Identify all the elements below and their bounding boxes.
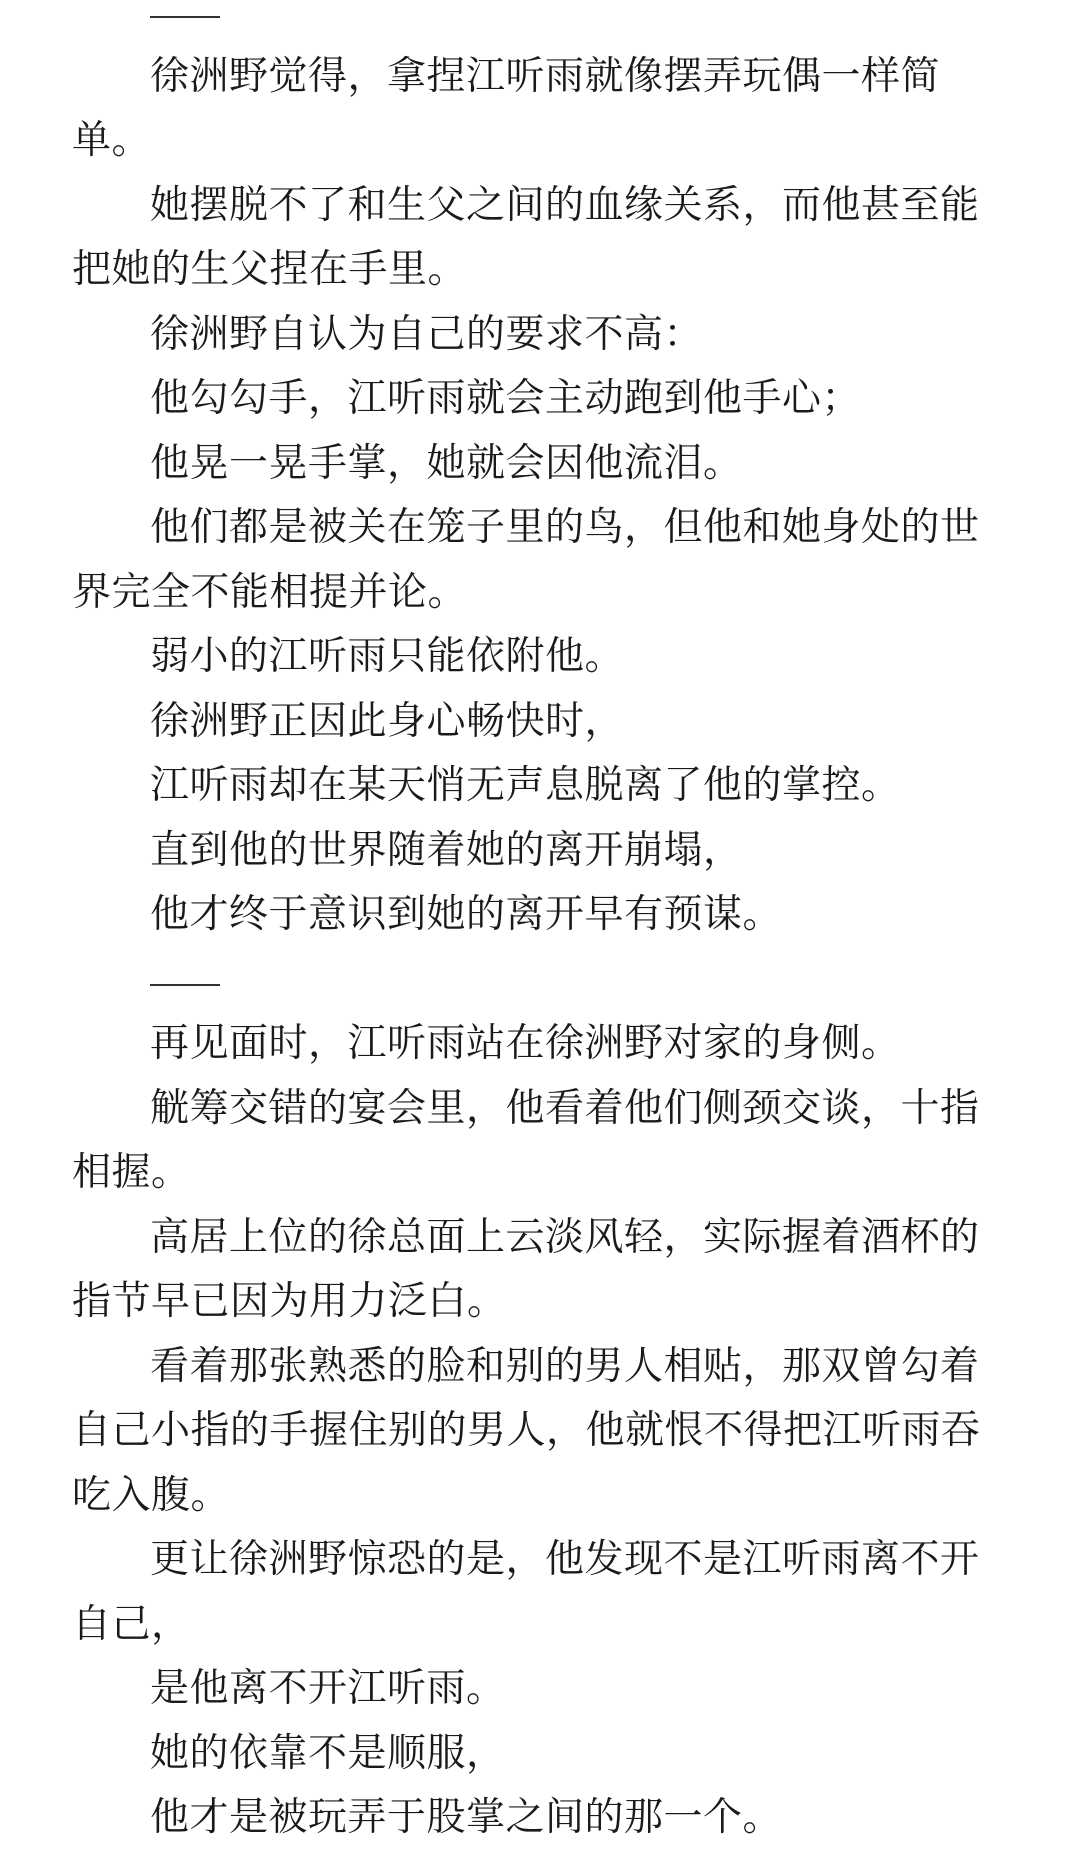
paragraph: 直到他的世界随着她的离开崩塌， xyxy=(150,827,743,873)
paragraph: 看着那张熟悉的脸和别的男人相贴，那双曾勾着自己小指的手握住别的男人，他就恨不得把江听雨吞吃入腹。 xyxy=(72,1343,981,1518)
divider-line xyxy=(150,984,220,986)
paragraph: 她的依靠不是顺服， xyxy=(150,1730,506,1776)
paragraph: 他晃一晃手掌，她就会因他流泪。 xyxy=(150,440,743,486)
paragraph: 徐洲野正因此身心畅快时， xyxy=(150,698,625,744)
paragraph: 她摆脱不了和生父之间的血缘关系，而他甚至能把她的生父捏在手里。 xyxy=(72,182,980,292)
divider-line xyxy=(150,16,220,18)
paragraph: 徐洲野觉得，拿捏江听雨就像摆弄玩偶一样简单。 xyxy=(72,53,941,163)
paragraph: 他勾勾手，江听雨就会主动跑到他手心； xyxy=(150,376,862,421)
paragraph: 更让徐洲野惊恐的是，他发现不是江听雨离不开自己， xyxy=(72,1537,980,1647)
article-body xyxy=(72,0,1002,1851)
section-divider xyxy=(72,0,1002,45)
paragraph: 是他离不开江听雨。 xyxy=(150,1666,506,1711)
paragraph: 再见面时，江听雨站在徐洲野对家的身侧。 xyxy=(150,1021,901,1066)
paragraph: 他才是被玩弄于股掌之间的那一个。 xyxy=(150,1795,783,1840)
paragraph: 觥筹交错的宴会里，他看着他们侧颈交谈，十指相握。 xyxy=(72,1085,980,1195)
paragraph: 他们都是被关在笼子里的鸟，但他和她身处的世界完全不能相提并论。 xyxy=(72,505,980,615)
section-divider xyxy=(72,948,1002,1013)
paragraph: 弱小的江听雨只能依附他。 xyxy=(150,634,625,679)
paragraph: 他才终于意识到她的离开早有预谋。 xyxy=(150,892,783,937)
paragraph: 徐洲野自认为自己的要求不高： xyxy=(150,311,704,357)
paragraph: 高居上位的徐总面上云淡风轻，实际握着酒杯的指节早已因为用力泛白。 xyxy=(72,1214,980,1324)
paragraph: 江听雨却在某天悄无声息脱离了他的掌控。 xyxy=(150,763,901,808)
